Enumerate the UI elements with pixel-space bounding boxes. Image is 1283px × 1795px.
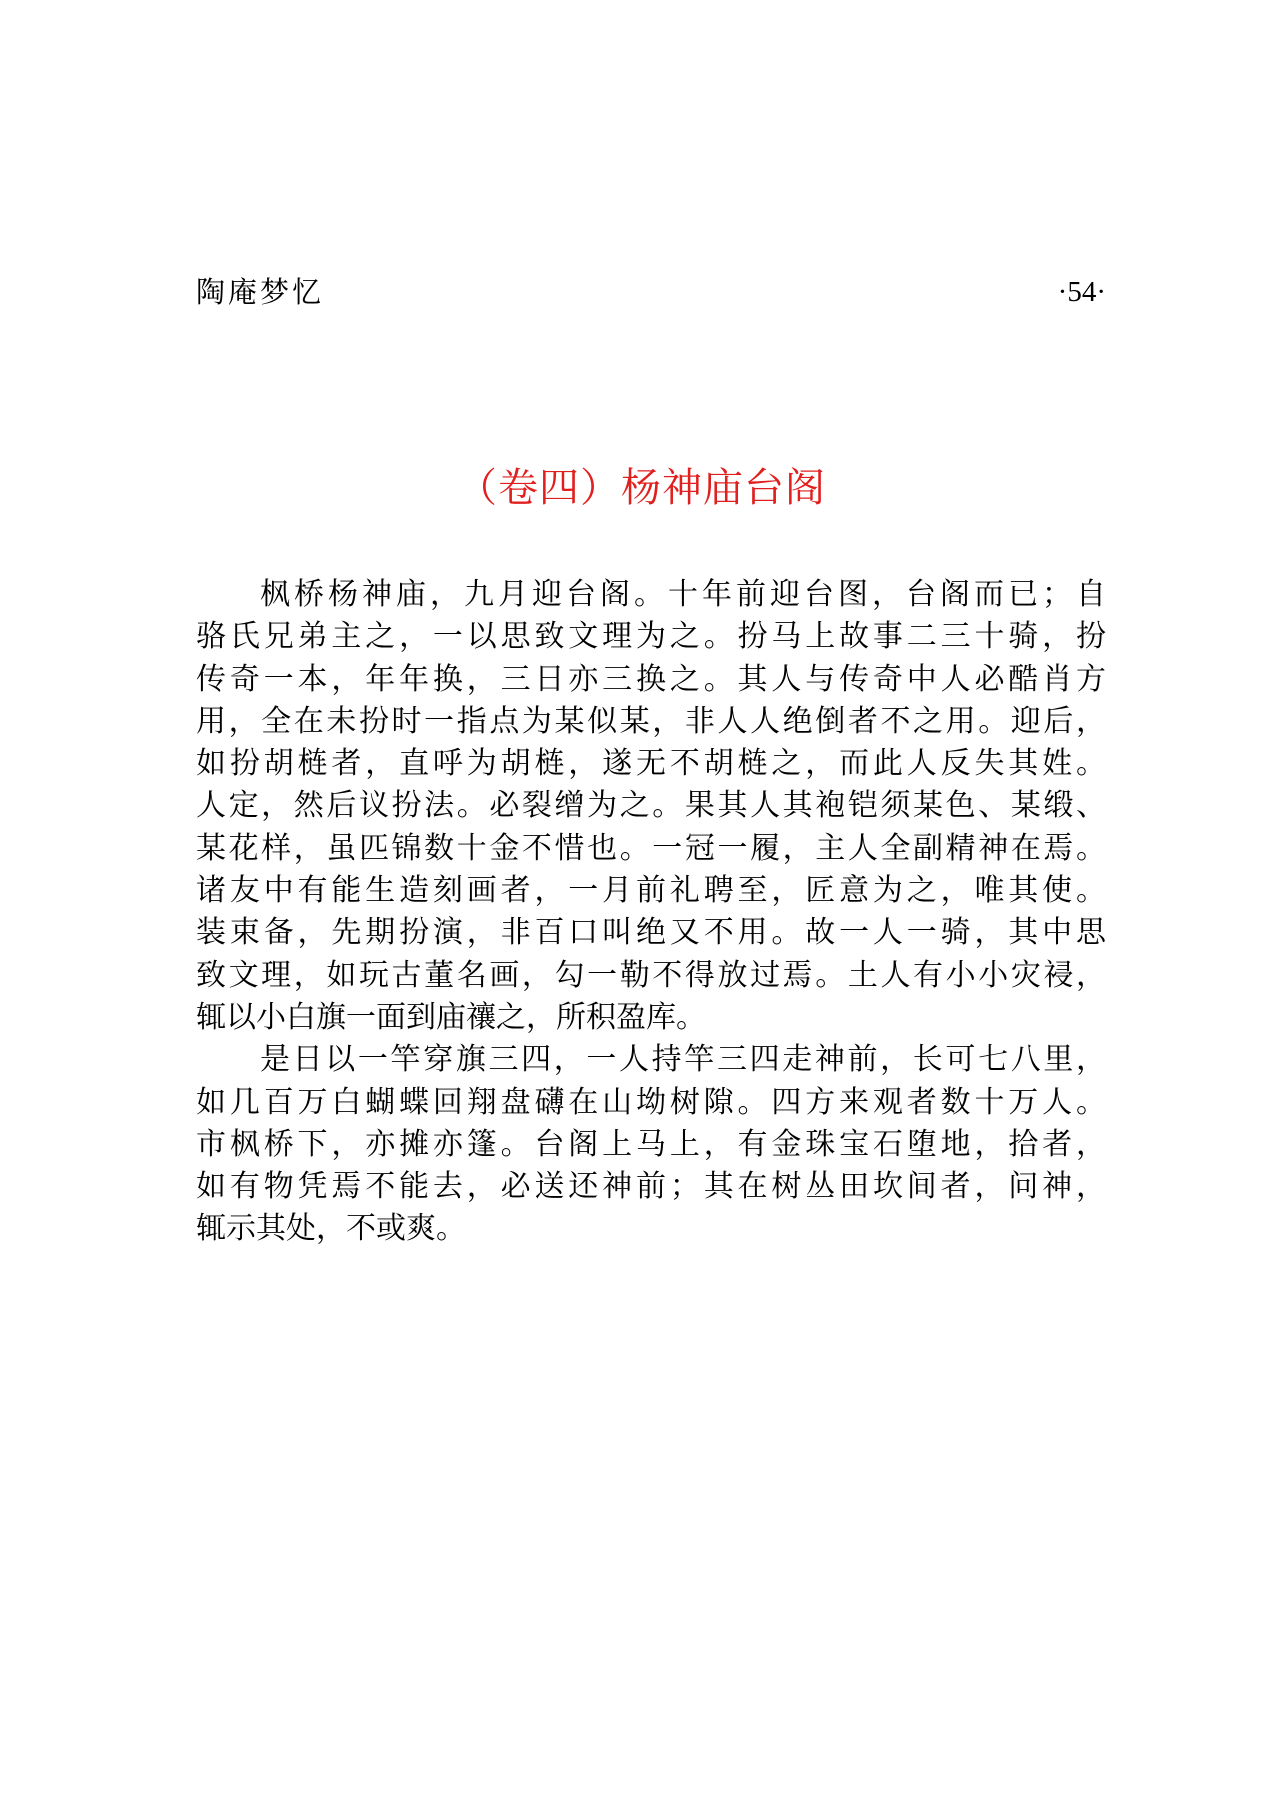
page-number: ·54· (1057, 276, 1106, 308)
chapter-title: （卷四）杨神庙台阁 (457, 465, 826, 511)
paragraph-1-line: 辄以小白旗一面到庙禳之，所积盈库。 (196, 999, 706, 1035)
paragraph-2-line: 如有物凭焉不能去，必送还神前；其在树丛田坎间者，问神， (196, 1169, 1106, 1205)
running-header (196, 272, 1106, 312)
paragraph-1-line: 某花样，虽匹锦数十金不惜也。一冠一履，主人全副精神在焉。 (196, 830, 1106, 866)
paragraph-1-line: 装束备，先期扮演，非百口叫绝又不用。故一人一骑，其中思 (196, 915, 1106, 951)
paragraph-1-line: 传奇一本，年年换，三日亦三换之。其人与传奇中人必酷肖方 (196, 661, 1106, 697)
paragraph-1-line: 用，全在未扮时一指点为某似某，非人人绝倒者不之用。迎后， (196, 703, 1106, 739)
body-text (196, 574, 1106, 1251)
paragraph-1-line: 诸友中有能生造刻画者，一月前礼聘至，匠意为之，唯其使。 (196, 873, 1106, 909)
paragraph-2-line: 是日以一竿穿旗三四，一人持竿三四走神前，长可七八里， (260, 1042, 1106, 1078)
paragraph-2-line: 如几百万白蝴蝶回翔盘礴在山坳树隙。四方来观者数十万人。 (196, 1084, 1106, 1120)
paragraph-1-line: 如扮胡梿者，直呼为胡梿，遂无不胡梿之，而此人反失其姓。 (196, 746, 1106, 782)
paragraph-2-line: 辄示其处，不或爽。 (196, 1211, 466, 1247)
paragraph-1-line: 枫桥杨神庙，九月迎台阁。十年前迎台图，台阁而已；自 (260, 577, 1106, 612)
paragraph-1-line: 骆氏兄弟主之，一以思致文理为之。扮马上故事二三十骑，扮 (196, 619, 1106, 655)
paragraph-1-line: 人定，然后议扮法。必裂缯为之。果其人其袍铠须某色、某缎、 (196, 788, 1106, 824)
book-title: 陶庵梦忆 (196, 275, 325, 309)
paragraph-1-line: 致文理，如玩古董名画，勾一勒不得放过焉。土人有小小灾祲， (196, 957, 1106, 993)
paragraph-2-line: 市枫桥下，亦摊亦篷。台阁上马上，有金珠宝石堕地，拾者， (196, 1126, 1106, 1162)
